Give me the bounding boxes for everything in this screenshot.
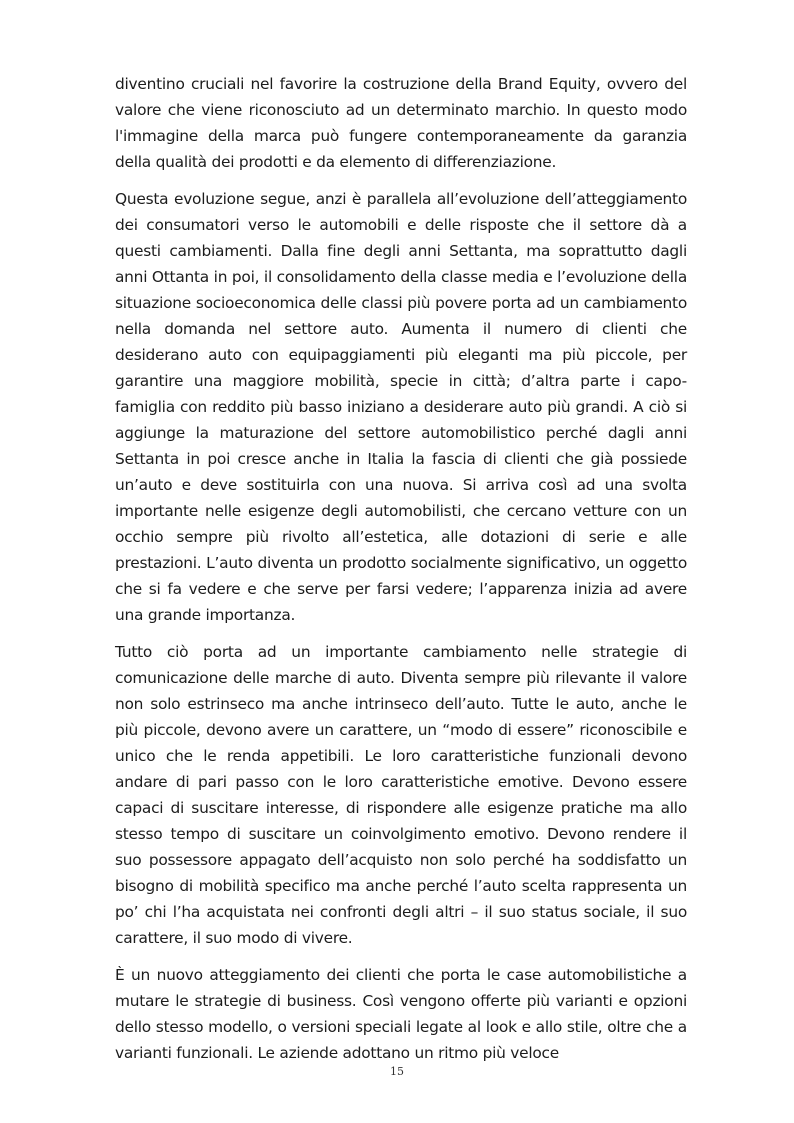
body-text [115,71,687,1077]
paragraph-brand-equity: diventino cruciali nel favorire la costruzione della Brand Equity, ovvero del valore che viene riconosciuto ad un determinato marchio. In questo modo l'immagine della marca può fungere contemporaneamente da garanzia della qualità dei prodotti e da elemento di differenziazione. [115,75,687,171]
paragraph-business-strategies: È un nuovo atteggiamento dei clienti che porta le case automobilistiche a mutare le strategie di business. Così vengono offerte più varianti e opzioni dello stesso modello, o versioni speciali legate al look e allo stile, oltre che a varianti funzionali. Le aziende adottano un ritmo più veloce [115,966,687,1062]
paragraph-communication-strategies: Tutto ciò porta ad un importante cambiamento nelle strategie di comunicazione delle marche di auto. Diventa sempre più rilevante il valore non solo estrinseco ma anche intrinseco dell’auto. Tutte le auto, anche le più piccole, devono avere un carattere, un “modo di essere” riconoscibile e unico che le renda appetibili. Le loro caratteristiche funzionali devono andare di pari passo con le loro caratteristiche emotive. Devono essere capaci di suscitare interesse, di rispondere alle esigenze pratiche ma allo stesso tempo di suscitare un coinvolgimento emotivo. Devono rendere il suo possessore appagato dell’acquisto non solo perché ha soddisfatto un bisogno di mobilità specifico ma anche perché l’auto scelta rappresenta un po’ chi l’ha acquistata nei confronti degli altri – il suo status sociale, il suo carattere, il suo modo di vivere. [115,643,687,947]
page-number: 15 [390,1065,404,1078]
paragraph-consumer-evolution: Questa evoluzione segue, anzi è parallela all’evoluzione dell’atteggiamento dei consumatori verso le automobili e delle risposte che il settore dà a questi cambiamenti. Dalla fine degli anni Settanta, ma soprattutto dagli anni Ottanta in poi, il consolidamento della classe media e l’evoluzione della situazione socioeconomica delle classi più povere porta ad un cambiamento nella domanda nel settore auto. Aumenta il numero di clienti che desiderano auto con equipaggiamenti più eleganti ma più piccole, per garantire una maggiore mobilità, specie in città; d’altra parte i capo-famiglia con reddito più basso iniziano a desiderare auto più grandi. A ciò si aggiunge la maturazione del settore automobilistico perché dagli anni Settanta in poi cresce anche in Italia la fascia di clienti che già possiede un’auto e deve sostituirla con una nuova. Si arriva così ad una svolta importante nelle esigenze degli automobilisti, che cercano vetture con un occhio sempre più rivolto all’estetica, alle dotazioni di serie e alle prestazioni. L’auto diventa un prodotto socialmente significativo, un oggetto che si fa vedere e che serve per farsi vedere; l’apparenza inizia ad avere una grande importanza. [115,190,687,624]
